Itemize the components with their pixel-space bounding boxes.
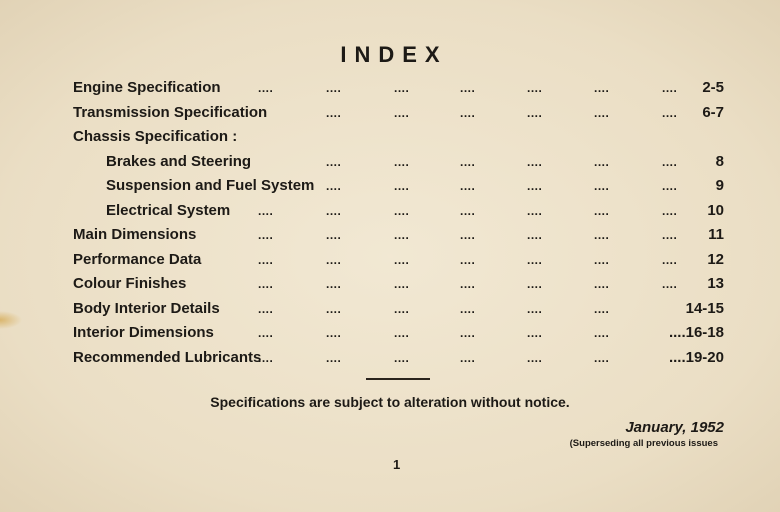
- index-entry: [0, 77, 780, 99]
- leader-dots: ....: [527, 154, 543, 169]
- leader-dots: ....: [527, 277, 543, 291]
- index-entry: [0, 102, 780, 124]
- leader-dots: ....: [594, 203, 610, 218]
- index-entry-page: 12: [707, 250, 724, 268]
- leader-dots: ....: [662, 81, 678, 95]
- leader-dots: ....: [326, 228, 342, 242]
- leader-dots: ....: [594, 81, 610, 95]
- index-entry-label: Colour Finishes: [73, 275, 187, 292]
- leader-dots: ....: [460, 277, 476, 291]
- index-entry-label: Engine Specification: [73, 79, 221, 96]
- leader-dots: ....: [258, 252, 274, 267]
- index-entry-page: 9: [715, 177, 724, 194]
- index-entry-page: ....19-20: [668, 348, 724, 366]
- leader-dots: ....: [394, 301, 410, 316]
- leader-dots: ....: [394, 326, 410, 340]
- leader-dots: ....: [594, 326, 610, 340]
- leader-dots: ....: [527, 81, 543, 95]
- index-entry-label: Brakes and Steering: [106, 152, 252, 170]
- index-entry-label: Suspension and Fuel System: [106, 177, 315, 194]
- page-number: 1: [393, 457, 401, 472]
- leader-dots: ....: [662, 252, 678, 267]
- leader-dots: ....: [460, 228, 476, 242]
- leader-dots: ....: [326, 301, 342, 316]
- index-entry: [0, 298, 780, 320]
- leader-dots: ....: [460, 81, 476, 95]
- leader-dots: ....: [527, 301, 543, 316]
- index-entry-label: Interior Dimensions: [73, 324, 214, 341]
- leader-dots: ....: [594, 350, 610, 365]
- leader-dots: ....: [594, 179, 610, 193]
- index-entry: [0, 273, 780, 295]
- leader-dots: ....: [460, 203, 476, 218]
- leader-dots: ....: [460, 326, 476, 340]
- leader-dots: ....: [527, 179, 543, 193]
- leader-dots: ....: [527, 350, 543, 365]
- index-entry-label: Transmission Specification: [73, 103, 268, 121]
- index-entry: [0, 224, 780, 246]
- index-entry: [0, 249, 780, 271]
- leader-dots: ....: [460, 252, 476, 267]
- leader-dots: ....: [594, 228, 610, 242]
- index-entry: [0, 322, 780, 344]
- leader-dots: ....: [460, 154, 476, 169]
- index-entry-label: Recommended Lubricants: [73, 348, 262, 366]
- leader-dots: ....: [326, 277, 342, 291]
- leader-dots: ....: [662, 154, 678, 169]
- index-entry-page: 14-15: [685, 299, 724, 317]
- leader-dots: ....: [258, 228, 274, 242]
- leader-dots: ....: [527, 203, 543, 218]
- leader-dots: ....: [594, 277, 610, 291]
- leader-dots: ....: [460, 301, 476, 316]
- index-entry-label: Performance Data: [73, 250, 202, 268]
- leader-dots: ....: [326, 179, 342, 193]
- divider-rule: [366, 378, 430, 380]
- leader-dots: ....: [527, 228, 543, 242]
- leader-dots: ....: [394, 228, 410, 242]
- leader-dots: ....: [258, 81, 274, 95]
- leader-dots: ....: [662, 277, 678, 291]
- index-entry-page: 6-7: [702, 103, 724, 121]
- leader-dots: ....: [594, 105, 610, 120]
- leader-dots: ....: [394, 179, 410, 193]
- leader-dots: ....: [326, 350, 342, 365]
- leader-dots: ....: [394, 277, 410, 291]
- issue-date: January, 1952: [625, 419, 724, 436]
- leader-dots: ....: [326, 81, 342, 95]
- leader-dots: ....: [394, 252, 410, 267]
- alteration-notice: Specifications are subject to alteration without notice.: [210, 394, 570, 410]
- supersede-note: (Superseding all previous issues: [569, 438, 718, 449]
- leader-dots: ....: [460, 350, 476, 365]
- leader-dots: ....: [394, 203, 410, 218]
- leader-dots: ....: [527, 326, 543, 340]
- leader-dots: ....: [326, 203, 342, 218]
- index-entry-label: Chassis Specification :: [73, 128, 238, 145]
- index-entry-label: Main Dimensions: [73, 226, 197, 243]
- leader-dots: ....: [258, 203, 274, 218]
- leader-dots: ....: [662, 105, 678, 120]
- leader-dots: ....: [394, 154, 410, 169]
- leader-dots: ....: [394, 81, 410, 95]
- index-entry-page: 10: [707, 201, 724, 219]
- index-entry: [0, 200, 780, 222]
- leader-dots: ....: [326, 326, 342, 340]
- index-entry-page: 2-5: [702, 79, 724, 96]
- leader-dots: ....: [594, 154, 610, 169]
- leader-dots: ....: [594, 301, 610, 316]
- index-entry: [0, 126, 780, 148]
- leader-dots: ....: [460, 179, 476, 193]
- leader-dots: ....: [258, 350, 274, 365]
- leader-dots: ....: [394, 350, 410, 365]
- leader-dots: ....: [326, 105, 342, 120]
- leader-dots: ....: [662, 228, 678, 242]
- leader-dots: ....: [326, 252, 342, 267]
- leader-dots: ....: [258, 326, 274, 340]
- leader-dots: ....: [662, 179, 678, 193]
- index-entry-page: 13: [707, 275, 724, 292]
- leader-dots: ....: [527, 252, 543, 267]
- index-entry-label: Electrical System: [106, 201, 231, 219]
- index-entry-page: 8: [715, 152, 724, 170]
- leader-dots: ....: [460, 105, 476, 120]
- leader-dots: ....: [594, 252, 610, 267]
- leader-dots: ....: [326, 154, 342, 169]
- leader-dots: ....: [394, 105, 410, 120]
- leader-dots: ....: [258, 301, 274, 316]
- index-entry: [0, 347, 780, 369]
- index-entry-page: ....16-18: [668, 324, 724, 341]
- index-entry: [0, 151, 780, 173]
- leader-dots: ....: [527, 105, 543, 120]
- leader-dots: ....: [662, 203, 678, 218]
- index-entry: [0, 175, 780, 197]
- leader-dots: ....: [258, 277, 274, 291]
- index-entry-label: Body Interior Details: [73, 299, 220, 317]
- page-title: INDEX: [340, 42, 448, 67]
- index-entry-page: 11: [708, 226, 724, 243]
